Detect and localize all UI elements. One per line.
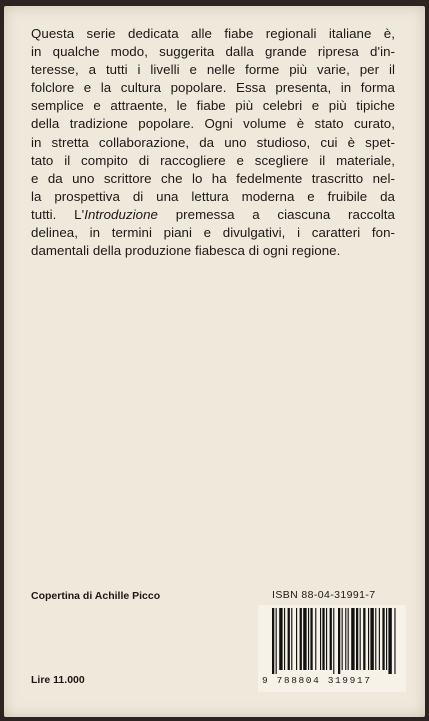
blurb-line: in stretta collaborazione, da uno studioso, cui è spet- — [31, 134, 395, 150]
isbn-label: ISBN 88-04-31991-7 — [272, 589, 376, 601]
blurb-line: semplice e attraente, le fiabe più celebri e più tipiche — [31, 98, 395, 114]
introduzione-italic: Introduzione — [84, 206, 158, 222]
price-label: Lire 11.000 — [31, 674, 85, 686]
barcode-bar — [284, 608, 285, 670]
barcode-digits: 9 788804 319917 — [262, 675, 372, 686]
barcode-bar — [320, 608, 321, 670]
isbn-block — [258, 589, 406, 692]
blurb-line: della tradizione popolare. Ogni volume è stato curato, — [31, 116, 395, 132]
barcode-bar — [291, 608, 292, 670]
barcode-bar — [315, 608, 316, 670]
blurb-line: tato il compito di raccogliere e scegliere il materiale, — [31, 152, 395, 168]
barcode-bar — [279, 608, 282, 670]
barcode-bar — [345, 608, 346, 670]
barcode-bar — [342, 608, 343, 670]
barcode-box — [258, 605, 406, 692]
blurb-line: e da uno scrittore che lo ha fedelmente trascritto nel- — [31, 170, 395, 186]
barcode-bar — [375, 608, 376, 670]
blurb-line: damentali della produzione fiabesca di ogni regione. — [31, 243, 341, 259]
barcode-bar — [394, 608, 395, 674]
barcode-bar — [368, 608, 369, 670]
barcode-bar — [276, 608, 277, 674]
barcode-bar — [333, 608, 334, 674]
barcode-bar — [388, 608, 391, 674]
barcode-bar — [382, 608, 384, 670]
barcode-bar — [322, 608, 324, 670]
blurb-line: la prospettiva di una lettura moderna e fruibile da — [31, 188, 395, 204]
barcode-bar — [379, 608, 380, 670]
barcode-bar — [386, 608, 387, 670]
cover-credit: Copertina di Achille Picco — [31, 590, 161, 602]
barcode-bar — [272, 608, 274, 674]
barcode-bar — [303, 608, 306, 670]
barcode-bar — [360, 608, 361, 670]
blurb-line: tutti. L'Introduzione premessa a ciascuna raccolta — [31, 206, 395, 222]
barcode-bar — [363, 608, 365, 670]
barcode-bar — [310, 608, 312, 670]
blurb-text — [31, 25, 395, 260]
barcode-bar — [300, 608, 302, 670]
barcode-bar — [308, 608, 309, 670]
barcode-bar — [330, 608, 332, 670]
blurb-line: delinea, in termini piani e divulgativi, i caratteri fon- — [31, 225, 395, 241]
barcode-bar — [356, 608, 358, 670]
barcode-icon — [272, 608, 398, 674]
book-back-cover — [4, 6, 425, 717]
barcode-bar — [370, 608, 373, 670]
blurb-line: teresse, a tutti i livelli e nelle forme più varie, per il — [31, 62, 395, 78]
blurb-line: Questa serie dedicata alle fiabe regionali italiane è, — [31, 26, 395, 41]
barcode-bar — [338, 608, 340, 674]
barcode-bar — [296, 608, 297, 670]
barcode-bar — [326, 608, 327, 670]
blurb-line: folclore e la cultura popolare. Essa presenta, in forma — [31, 80, 395, 96]
barcode-bar — [288, 608, 290, 670]
blurb-line: in qualche modo, suggerita dalla grande ripresa d'in- — [31, 44, 395, 60]
barcode-bar — [351, 608, 354, 670]
barcode-bar — [348, 608, 349, 670]
